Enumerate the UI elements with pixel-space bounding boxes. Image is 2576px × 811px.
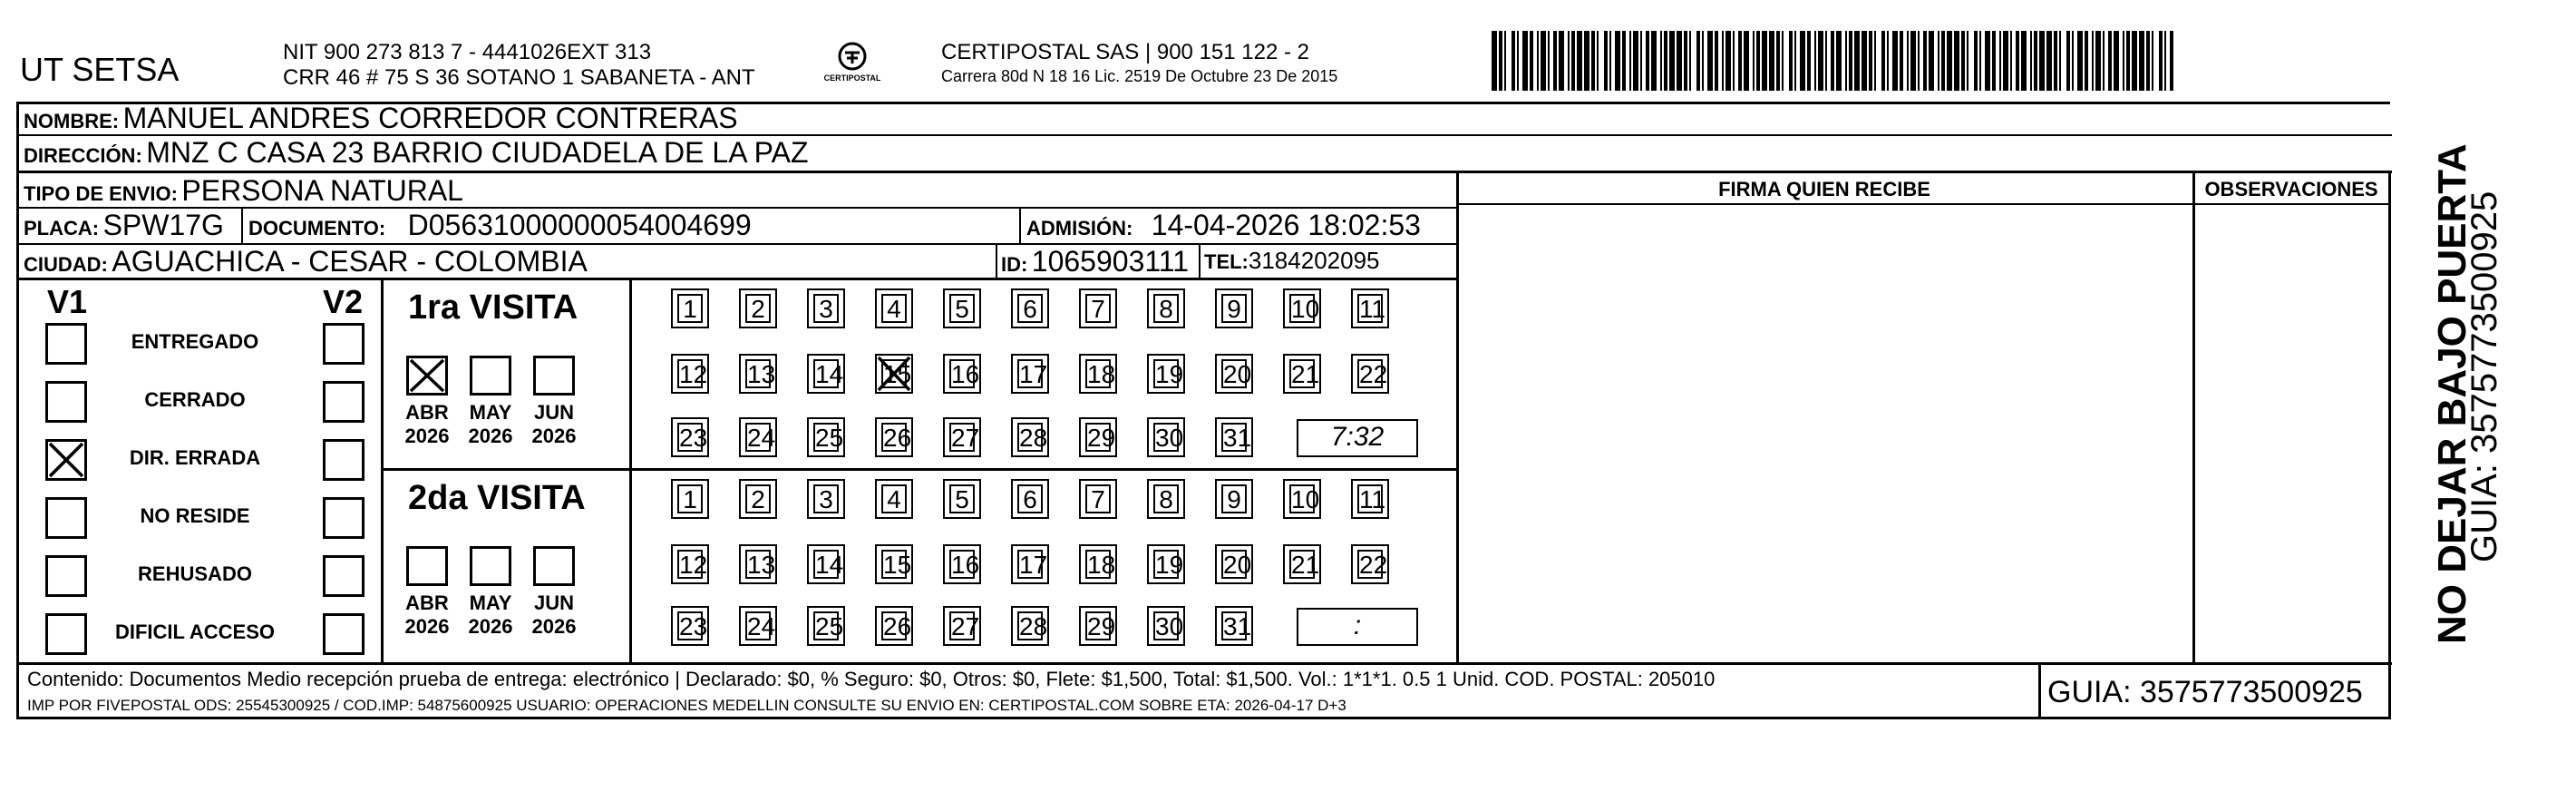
day-box[interactable] xyxy=(1283,288,1321,328)
day-number: 14 xyxy=(815,551,844,579)
month-label: MAY xyxy=(469,401,512,424)
year-label: 2026 xyxy=(531,425,577,447)
nit-line-2: CRR 46 # 75 S 36 SOTANO 1 SABANETA - ANT xyxy=(283,65,755,90)
logo-text: CERTIPOSTAL xyxy=(823,73,881,83)
year-label: 2026 xyxy=(404,425,450,447)
day-box[interactable] xyxy=(671,479,709,519)
year-label: 2026 xyxy=(404,615,450,638)
day-box[interactable] xyxy=(1079,354,1117,394)
day-number: 15 xyxy=(883,360,912,388)
v1-checkbox[interactable] xyxy=(45,497,87,539)
month-checkbox[interactable] xyxy=(533,356,575,396)
year-label: 2026 xyxy=(468,615,513,638)
day-box[interactable] xyxy=(671,544,709,584)
tel-label: TEL: xyxy=(1204,250,1249,273)
day-box[interactable] xyxy=(1283,544,1321,584)
day-number: 6 xyxy=(1017,484,1043,513)
day-box[interactable] xyxy=(875,288,913,328)
month-checkbox[interactable] xyxy=(470,356,511,396)
day-box[interactable] xyxy=(1079,479,1117,519)
v1-checkbox[interactable] xyxy=(45,555,87,597)
day-number: 8 xyxy=(1153,484,1179,513)
day-box[interactable] xyxy=(1011,288,1049,328)
v1-checkbox[interactable] xyxy=(45,381,87,423)
v2-checkbox[interactable] xyxy=(323,613,365,655)
day-box[interactable] xyxy=(1147,479,1185,519)
day-number: 16 xyxy=(951,360,980,388)
day-box[interactable] xyxy=(671,417,709,457)
day-number: 20 xyxy=(1223,551,1252,579)
month-label: MAY xyxy=(469,591,512,614)
direccion-value: MNZ C CASA 23 BARRIO CIUDADELA DE LA PAZ xyxy=(146,136,809,169)
day-cross-mark xyxy=(877,356,911,392)
ciudad-row xyxy=(24,245,588,278)
day-box[interactable] xyxy=(875,354,913,394)
placa-row xyxy=(24,209,224,242)
v2-checkbox[interactable] xyxy=(323,439,365,481)
day-box[interactable] xyxy=(1215,417,1253,457)
day-box[interactable] xyxy=(1079,417,1117,457)
placa-label: PLACA: xyxy=(24,217,100,239)
day-number: 11 xyxy=(1359,485,1386,513)
day-number: 27 xyxy=(951,612,980,640)
month-label: ABR xyxy=(405,591,449,614)
v2-header: V2 xyxy=(323,283,364,320)
day-number: 5 xyxy=(949,294,975,323)
day-box[interactable] xyxy=(1215,544,1253,584)
day-box[interactable] xyxy=(1351,288,1389,328)
side-guia: GUIA: 3575773500925 xyxy=(2464,191,2504,562)
day-number: 12 xyxy=(679,551,708,579)
day-box[interactable] xyxy=(1147,417,1185,457)
day-number: 24 xyxy=(747,424,776,452)
footer-guia: GUIA: 3575773500925 xyxy=(2047,675,2363,709)
tel-value: 3184202095 xyxy=(1248,247,1380,274)
day-box[interactable] xyxy=(1147,288,1185,328)
day-number: 21 xyxy=(1291,551,1320,579)
documento-row xyxy=(248,209,752,242)
time-field[interactable]: 7:32 xyxy=(1297,419,1418,457)
status-label: DIR. ERRADA xyxy=(129,446,261,469)
v1-checkbox[interactable] xyxy=(45,613,87,655)
day-box[interactable] xyxy=(807,544,845,584)
day-number: 31 xyxy=(1223,424,1252,452)
day-number: 9 xyxy=(1221,484,1247,513)
year-label: 2026 xyxy=(531,615,577,638)
day-box[interactable] xyxy=(739,417,777,457)
footer-line-1: Contenido: Documentos Medio recepción prueba de entrega: electrónico | Declarado: $0, % Seguro: $0, Otros: $0, Flete: $1,500, Total: $1,500. Vol.: 1*1*1. 0.5 1 Unid. COD. POSTAL: 205010 xyxy=(27,668,1716,690)
day-number: 17 xyxy=(1019,360,1048,388)
day-number: 23 xyxy=(679,424,708,452)
side-warning: NO DEJAR BAJO PUERTA xyxy=(2430,143,2474,644)
day-number: 27 xyxy=(951,424,980,452)
day-box[interactable] xyxy=(739,544,777,584)
nombre-label: NOMBRE: xyxy=(24,110,120,132)
nombre-row xyxy=(24,102,738,135)
day-box[interactable] xyxy=(1351,544,1389,584)
day-number: 31 xyxy=(1223,612,1252,640)
day-number: 4 xyxy=(881,484,907,513)
day-box[interactable] xyxy=(943,417,981,457)
tipo-value: PERSONA NATURAL xyxy=(181,174,463,207)
day-box[interactable] xyxy=(1147,606,1185,646)
day-number: 22 xyxy=(1359,360,1388,388)
v1-header: V1 xyxy=(47,283,88,320)
day-box[interactable] xyxy=(739,479,777,519)
v2-checkbox[interactable] xyxy=(323,497,365,539)
month-label: ABR xyxy=(405,401,449,424)
day-number: 28 xyxy=(1019,424,1048,452)
day-box[interactable] xyxy=(807,354,845,394)
day-box[interactable] xyxy=(1283,354,1321,394)
day-number: 21 xyxy=(1291,360,1320,388)
day-number: 3 xyxy=(813,294,839,323)
day-number: 24 xyxy=(747,612,776,640)
day-box[interactable] xyxy=(875,544,913,584)
admision-label: ADMISIÓN: xyxy=(1026,217,1133,239)
day-box[interactable] xyxy=(1147,354,1185,394)
day-box[interactable] xyxy=(1283,479,1321,519)
day-number: 30 xyxy=(1155,424,1184,452)
day-number: 29 xyxy=(1087,612,1116,640)
day-box[interactable] xyxy=(807,417,845,457)
day-number: 22 xyxy=(1359,551,1388,579)
day-number: 16 xyxy=(951,551,980,579)
day-box[interactable] xyxy=(671,606,709,646)
month-checkbox[interactable] xyxy=(470,546,511,586)
month-checkbox[interactable] xyxy=(533,546,575,586)
day-number: 8 xyxy=(1153,294,1179,323)
day-box[interactable] xyxy=(671,288,709,328)
day-number: 20 xyxy=(1223,360,1252,388)
admision-value: 14-04-2026 18:02:53 xyxy=(1151,209,1421,241)
firma-header: FIRMA QUIEN RECIBE xyxy=(1718,178,1930,200)
id-row xyxy=(1001,245,1189,278)
day-box[interactable] xyxy=(807,479,845,519)
barcode xyxy=(1492,31,2173,91)
day-box[interactable] xyxy=(1215,354,1253,394)
certipostal-logo xyxy=(821,40,884,87)
day-box[interactable] xyxy=(1147,544,1185,584)
day-box[interactable] xyxy=(1079,606,1117,646)
v2-checkbox[interactable] xyxy=(323,381,365,423)
day-number: 18 xyxy=(1087,551,1116,579)
month-checkbox[interactable] xyxy=(406,546,448,586)
month-label: JUN xyxy=(533,591,574,614)
status-label: DIFICIL ACCESO xyxy=(114,620,275,643)
id-label: ID: xyxy=(1001,253,1028,276)
placa-value: SPW17G xyxy=(102,209,224,241)
direccion-label: DIRECCIÓN: xyxy=(24,144,142,167)
day-number: 7 xyxy=(1085,294,1111,323)
day-number: 7 xyxy=(1085,484,1111,513)
tel-row xyxy=(1204,247,1380,275)
observaciones-header: OBSERVACIONES xyxy=(2204,178,2378,200)
day-number: 13 xyxy=(747,360,776,388)
day-number: 28 xyxy=(1019,612,1048,640)
day-number: 9 xyxy=(1221,294,1247,323)
v2-checkbox[interactable] xyxy=(323,555,365,597)
nit-line-1: NIT 900 273 813 7 - 4441026EXT 313 xyxy=(283,40,652,64)
admision-row xyxy=(1026,209,1421,242)
day-box[interactable] xyxy=(1215,606,1253,646)
day-box[interactable] xyxy=(739,288,777,328)
id-value: 1065903111 xyxy=(1031,245,1189,278)
day-number: 30 xyxy=(1155,612,1184,640)
day-box[interactable] xyxy=(1215,288,1253,328)
day-number: 25 xyxy=(815,424,844,452)
footer-line-2: IMP POR FIVEPOSTAL ODS: 25545300925 / COD.IMP: 54875600925 USUARIO: OPERACIONES MEDELLIN CONSULTE SU ENVIO EN: CERTIPOSTAL.COM SOBRE ETA: 2026-04-17 D+3 xyxy=(27,697,1346,714)
visit2-title: 2da VISITA xyxy=(408,479,586,517)
day-number: 11 xyxy=(1359,295,1386,323)
documento-label: DOCUMENTO: xyxy=(248,217,386,239)
day-box[interactable] xyxy=(875,479,913,519)
day-number: 6 xyxy=(1017,294,1043,323)
day-number: 26 xyxy=(883,424,912,452)
day-number: 23 xyxy=(679,612,708,640)
day-box[interactable] xyxy=(671,354,709,394)
day-number: 25 xyxy=(815,612,844,640)
day-number: 10 xyxy=(1291,295,1320,323)
v1-checkbox[interactable] xyxy=(45,439,87,481)
day-number: 17 xyxy=(1019,551,1048,579)
day-box[interactable] xyxy=(943,288,981,328)
day-number: 14 xyxy=(815,360,844,388)
day-box[interactable] xyxy=(1011,479,1049,519)
time-field[interactable]: : xyxy=(1297,608,1418,646)
day-box[interactable] xyxy=(1011,606,1049,646)
tipo-label: TIPO DE ENVIO: xyxy=(24,182,178,205)
day-number: 10 xyxy=(1291,485,1320,513)
day-number: 3 xyxy=(813,484,839,513)
company-name: UT SETSA xyxy=(20,51,180,88)
day-box[interactable] xyxy=(943,479,981,519)
day-box[interactable] xyxy=(875,417,913,457)
documento-value: D05631000000054004699 xyxy=(407,209,752,241)
month-checkbox[interactable] xyxy=(406,356,448,396)
status-label: NO RESIDE xyxy=(140,504,250,527)
day-box[interactable] xyxy=(1351,354,1389,394)
day-box[interactable] xyxy=(807,606,845,646)
day-box[interactable] xyxy=(739,354,777,394)
day-number: 1 xyxy=(677,294,703,323)
status-label: REHUSADO xyxy=(138,562,252,585)
ciudad-label: CIUDAD: xyxy=(24,253,108,276)
visit1-title: 1ra VISITA xyxy=(408,288,578,327)
direccion-row xyxy=(24,136,809,170)
status-label: ENTREGADO xyxy=(131,330,259,353)
certipostal-line-1: CERTIPOSTAL SAS | 900 151 122 - 2 xyxy=(941,40,1309,64)
day-number: 4 xyxy=(881,294,907,323)
day-number: 15 xyxy=(883,551,912,579)
day-box[interactable] xyxy=(807,288,845,328)
v1-checkbox[interactable] xyxy=(45,323,87,365)
day-box[interactable] xyxy=(1215,479,1253,519)
day-number: 13 xyxy=(747,551,776,579)
day-number: 26 xyxy=(883,612,912,640)
v2-checkbox[interactable] xyxy=(323,323,365,365)
day-box[interactable] xyxy=(875,606,913,646)
day-box[interactable] xyxy=(943,544,981,584)
year-label: 2026 xyxy=(468,425,513,447)
tipo-row xyxy=(24,174,463,208)
nombre-value: MANUEL ANDRES CORREDOR CONTRERAS xyxy=(122,102,738,134)
day-box[interactable] xyxy=(1079,288,1117,328)
certipostal-line-2: Carrera 80d N 18 16 Lic. 2519 De Octubre 23 De 2015 xyxy=(941,67,1338,85)
day-number: 5 xyxy=(949,484,975,513)
day-number: 12 xyxy=(679,360,708,388)
day-number: 19 xyxy=(1155,551,1184,579)
day-box[interactable] xyxy=(1011,354,1049,394)
day-box[interactable] xyxy=(1351,479,1389,519)
day-number: 1 xyxy=(677,484,703,513)
day-number: 2 xyxy=(745,484,771,513)
day-number: 19 xyxy=(1155,360,1184,388)
ciudad-value: AGUACHICA - CESAR - COLOMBIA xyxy=(112,245,588,278)
day-number: 18 xyxy=(1087,360,1116,388)
day-box[interactable] xyxy=(1079,544,1117,584)
day-box[interactable] xyxy=(943,606,981,646)
status-label: CERRADO xyxy=(144,388,246,411)
day-box[interactable] xyxy=(1011,417,1049,457)
day-number: 2 xyxy=(745,294,771,323)
day-box[interactable] xyxy=(943,354,981,394)
day-number: 29 xyxy=(1087,424,1116,452)
day-box[interactable] xyxy=(739,606,777,646)
month-label: JUN xyxy=(533,401,574,424)
day-box[interactable] xyxy=(1011,544,1049,584)
